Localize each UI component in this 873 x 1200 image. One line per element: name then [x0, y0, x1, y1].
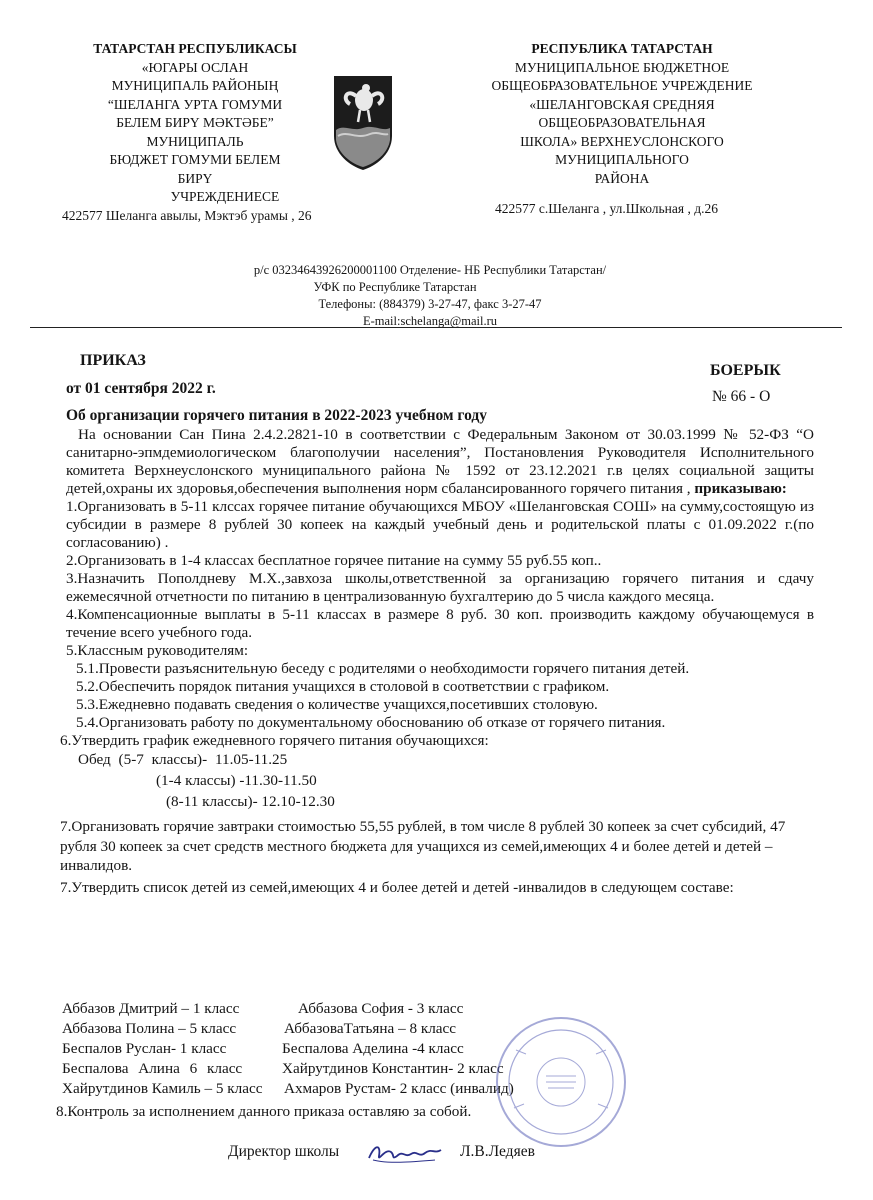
bank-email: E-mail:schelanga@mail.ru — [362, 314, 498, 328]
school-seal-stamp-icon — [486, 1010, 636, 1150]
order-item-8: 8.Контроль за исполнением данного приказа оставляю за собой. — [56, 1103, 472, 1120]
header-left-line: БЮДЖЕТ ГОМУМИ БЕЛЕМ — [109, 152, 281, 167]
order-item-5-4: 5.4.Организовать работу по документальному обоснованию об отказе от горячего питания. — [76, 714, 666, 731]
order-item-6: 6.Утвердить график ежедневного горячего питания обучающихся: — [60, 732, 489, 749]
order-number: № 66 - О — [712, 388, 771, 405]
header-right-line: ОБЩЕОБРАЗОВАТЕЛЬНОЕ УЧРЕЖДЕНИЕ — [491, 78, 753, 93]
order-date-text: от 01 сентября 2022 г. — [66, 380, 216, 397]
schedule-row: (8-11 классы)- 12.10-12.30 — [166, 793, 335, 810]
header-right-line: МУНИЦИПАЛЬНОЕ БЮДЖЕТНОЕ — [514, 59, 730, 75]
header-right-line: РАЙОНА — [594, 170, 650, 186]
order-title-ru: ПРИКАЗ — [80, 352, 146, 369]
order-item-3: 3.Назначить Пополдневу М.Х.,завхоза школы,ответственной за организацию горячего питания и сдачу ежемесячной отчетности по питанию в централизованную бухгалтерию до 5 числа каждого месяца. — [66, 570, 814, 605]
coat-of-arms-icon — [330, 74, 396, 172]
student-name: Аббазова София - 3 класс — [298, 1000, 464, 1017]
header-right-line: РЕСПУБЛИКА ТАТАРСТАН — [531, 41, 713, 56]
list-item — [62, 1040, 822, 1060]
schedule-row: Обед (5-7 классы)- 11.05-11.25 — [78, 751, 288, 768]
student-name: Аббазов Дмитрий – 1 класс — [62, 1000, 240, 1017]
order-subject: Об организации горячего питания в 2022-2023 учебном году — [66, 407, 487, 424]
student-name: Ахмаров Рустам- 2 класс (инвалид) — [284, 1080, 514, 1097]
order-body — [60, 407, 814, 897]
student-name: Беспалов Руслан- 1 класс — [62, 1040, 227, 1057]
student-name: Беспалова Алина 6 класс — [62, 1060, 243, 1077]
header-right-line: МУНИЦИПАЛЬНОГО — [555, 152, 689, 167]
header-right-address: 422577 с.Шеланга , ул.Школьная , д.26 — [495, 201, 718, 216]
header-divider — [30, 327, 842, 328]
order-item-5-3: 5.3.Ежедневно подавать сведения о количестве учащихся,посетивших столовую. — [76, 696, 598, 713]
order-intro-text: На основании Сан Пина 2.4.2.2821-10 в соответствии с Федеральным Законом от 30.03.1999 № 52-ФЗ “О санитарно-эпмдемиологическом благополучии населения”, Постановления Руководителя Исполнительного комитета Верхнеуслонского муниципального района № 1592 от 23.12.2021 г.в целях социальной защиты детей,охраны их здоровья,обеспечения выполнения норм сбалансированного горячего питания , — [66, 426, 814, 497]
header-right — [487, 40, 757, 188]
header-left-line: ТАТАРСТАН РЕСПУБЛИКАСЫ — [93, 41, 297, 56]
order-intro-bold: приказываю: — [694, 480, 787, 497]
bank-line: УФК по Республике Татарстан — [313, 280, 477, 294]
header-left-line: БИРҮ — [177, 170, 213, 186]
header-left-line: МУНИЦИПАЛЬ — [146, 133, 244, 149]
header-left-line: УЧРЕЖДЕНИЕСЕ — [170, 189, 280, 204]
order-title-tt: БОЕРЫК — [710, 362, 781, 379]
bank-details — [150, 262, 710, 330]
order-item-5: 5.Классным руководителям: — [66, 642, 249, 659]
header-left-line: МУНИЦИПАЛЬ РАЙОНЫҢ — [111, 78, 279, 93]
order-date — [66, 380, 216, 398]
header-right-line: ШКОЛА» ВЕРХНЕУСЛОНСКОГО — [520, 133, 724, 149]
order-item-5-2: 5.2.Обеспечить порядок питания учащихся в столовой в соответствии с графиком. — [76, 678, 610, 695]
header-left-line: «ЮГАРЫ ОСЛАН — [141, 59, 249, 75]
student-name: Хайрутдинов Константин- 2 класс — [282, 1060, 504, 1077]
header-left-address: 422577 Шеланга авылы, Мэктэб урамы , 26 — [62, 208, 312, 223]
list-item — [62, 1080, 822, 1100]
student-name: Хайрутдинов Камиль – 5 класс — [62, 1080, 263, 1097]
students-list — [62, 1000, 822, 1100]
header-left-line: “ШЕЛАНГА УРТА ГОМУМИ — [107, 96, 283, 112]
student-name: Беспалова Аделина -4 класс — [282, 1040, 464, 1057]
order-item-4: 4.Компенсационные выплаты в 5-11 классах в размере 8 руб. 30 коп. производить каждому обучающемуся в течение всего учебного года. — [66, 606, 814, 641]
order-intro — [66, 426, 814, 498]
header-left-line: БЕЛЕМ БИРҮ МӘКТӘБЕ” — [116, 115, 274, 130]
list-item — [62, 1060, 822, 1080]
signer-title: Директор школы — [228, 1143, 340, 1160]
order-item-7a: 7.Организовать горячие завтраки стоимостью 55,55 рублей, в том числе 8 рублей 30 копеек за счет субсидий, 47 рубля 30 копеек за счет средств местного бюджета для учащихся из семей,имеющих 4 и более детей и детей – инвалидов. — [60, 818, 786, 874]
header-left — [70, 40, 320, 207]
director-signature-icon — [365, 1138, 443, 1168]
order-item-1: 1.Организовать в 5-11 клсcах горячее питание обучающихся МБОУ «Шеланговская СОШ» на сумму,состоящую из субсидии в размере 8 рублей 30 копеек на каждый учебный день и родительской платы с 01.09.2022 г.(по согласованию) . — [66, 498, 814, 551]
bank-line: Телефоны: (884379) 3-27-47, факс 3-27-47 — [318, 297, 542, 311]
schedule-row: (1-4 классы) -11.30-11.50 — [156, 772, 317, 789]
order-item-5-1: 5.1.Провести разъяснительную беседу с родителями о необходимости горячего питания детей. — [76, 660, 690, 677]
header-right-line: ОБЩЕОБРАЗОВАТЕЛЬНАЯ — [538, 115, 706, 130]
list-item — [62, 1000, 822, 1020]
student-name: Аббазова Полина – 5 класс — [62, 1020, 237, 1037]
header-right-line: «ШЕЛАНГОВСКАЯ СРЕДНЯЯ — [529, 96, 715, 112]
bank-line: р/с 03234643926200001100 Отделение- НБ Республики Татарстан/ — [253, 263, 607, 277]
order-item-7b: 7.Утвердить список детей из семей,имеющих 4 и более детей и детей -инвалидов в следующем составе: — [60, 878, 734, 896]
signer-name: Л.В.Ледяев — [460, 1143, 535, 1160]
list-item — [62, 1020, 822, 1040]
order-item-2: 2.Организовать в 1-4 классах бесплатное горячее питание на сумму 55 руб.55 коп.. — [66, 552, 602, 569]
student-name: АббазоваТатьяна – 8 класс — [284, 1020, 457, 1037]
